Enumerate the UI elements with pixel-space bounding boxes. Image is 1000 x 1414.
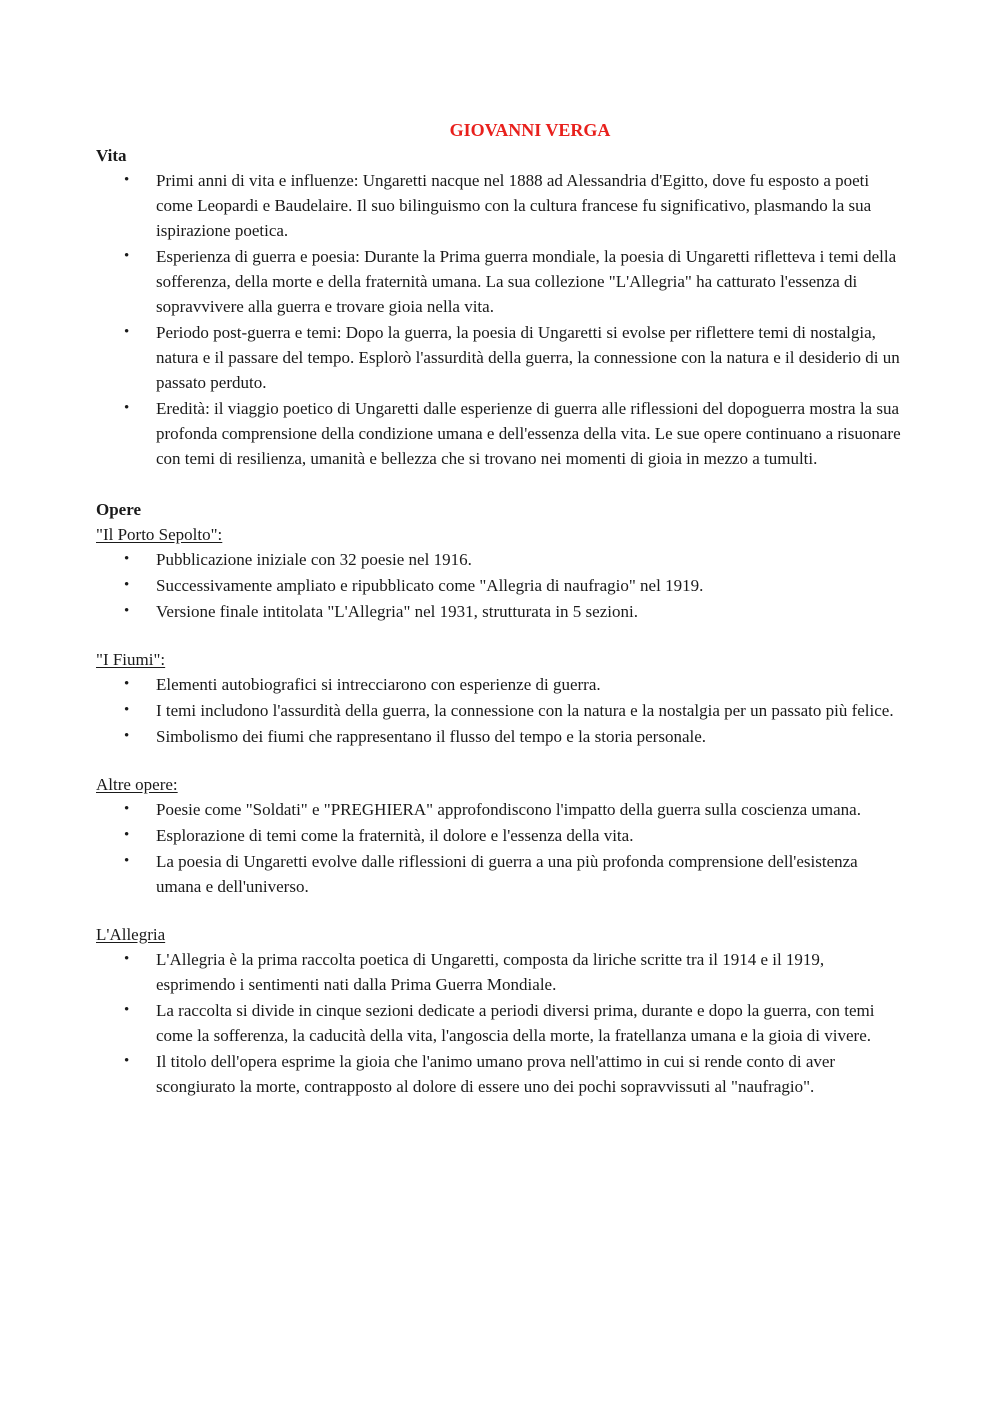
list-item: • Successivamente ampliato e ripubblicato come "Allegria di naufragio" nel 1919. — [96, 573, 902, 598]
subheading-allegria: L'Allegria — [96, 925, 166, 944]
bullet-list-altre-opere — [96, 797, 902, 899]
bullet-icon: • — [124, 400, 130, 416]
bullet-icon: • — [124, 728, 130, 744]
list-item: • Periodo post-guerra e temi: Dopo la guerra, la poesia di Ungaretti si evolse per riflettere temi di nostalgia, natura e il passare del tempo. Esplorò l'assurdità della guerra, la connessione con la natura e il desiderio di un passato perduto. — [96, 320, 902, 395]
section-vita — [96, 143, 902, 471]
subheading-porto-sepolto: "Il Porto Sepolto": — [96, 525, 223, 544]
list-item: • Versione finale intitolata "L'Allegria" nel 1931, strutturata in 5 sezioni. — [96, 599, 902, 624]
bullet-icon: • — [124, 951, 130, 967]
subsection-fiumi — [96, 647, 902, 749]
subsection-altre-opere — [96, 772, 902, 899]
list-item: • Il titolo dell'opera esprime la gioia che l'animo umano prova nell'attimo in cui si rende conto di aver scongiurato la morte, contrapposto al dolore di essere uno dei pochi sopravvissuti al "naufragio". — [96, 1049, 902, 1099]
bullet-icon: • — [124, 801, 130, 817]
document-title: GIOVANNI VERGA — [449, 120, 611, 140]
list-item: • Esplorazione di temi come la fraternità, il dolore e l'essenza della vita. — [96, 823, 902, 848]
subheading-altre-opere: Altre opere: — [96, 775, 178, 794]
bullet-icon: • — [124, 702, 130, 718]
bullet-list-fiumi — [96, 672, 902, 749]
bullet-icon: • — [124, 324, 130, 340]
bullet-icon: • — [124, 827, 130, 843]
list-item: • Eredità: il viaggio poetico di Ungaretti dalle esperienze di guerra alle riflessioni del dopoguerra mostra la sua profonda comprensione della condizione umana e dell'essenza della vita. Le sue opere continuano a risuonare con temi di resilienza, umanità e bellezza che si trovano nei momenti di gioia in mezzo a tumulti. — [96, 396, 902, 471]
bullet-icon: • — [124, 1002, 130, 1018]
list-item: • Primi anni di vita e influenze: Ungaretti nacque nel 1888 ad Alessandria d'Egitto, dove fu esposto a poeti come Leopardi e Baudelaire. Il suo bilinguismo con la cultura francese fu significativo, plasmando la sua ispirazione poetica. — [96, 168, 902, 243]
subsection-porto-sepolto — [96, 522, 902, 624]
bullet-icon: • — [124, 577, 130, 593]
list-item: • Elementi autobiografici si intrecciarono con esperienze di guerra. — [96, 672, 902, 697]
subheading-fiumi: "I Fiumi": — [96, 650, 166, 669]
list-item: • L'Allegria è la prima raccolta poetica di Ungaretti, composta da liriche scritte tra il 1914 e il 1919, esprimendo i sentimenti nati dalla Prima Guerra Mondiale. — [96, 947, 902, 997]
bullet-list-allegria — [96, 947, 902, 1099]
list-item: • I temi includono l'assurdità della guerra, la connessione con la natura e la nostalgia per un passato più felice. — [96, 698, 902, 723]
bullet-icon: • — [124, 1053, 130, 1069]
bullet-icon: • — [124, 248, 130, 264]
list-item: • La poesia di Ungaretti evolve dalle riflessioni di guerra a una più profonda comprensione dell'esistenza umana e dell'universo. — [96, 849, 902, 899]
bullet-icon: • — [124, 853, 130, 869]
document-page — [96, 117, 902, 1100]
list-item: • Pubblicazione iniziale con 32 poesie nel 1916. — [96, 547, 902, 572]
bullet-icon: • — [124, 676, 130, 692]
list-item: • Esperienza di guerra e poesia: Durante la Prima guerra mondiale, la poesia di Ungaretti rifletteva i temi della sofferenza, della morte e della fraternità umana. La sua collezione "L'Allegria" ha catturato l'essenza di sopravvivere alla guerra e trovare gioia nella vita. — [96, 244, 902, 319]
bullet-icon: • — [124, 551, 130, 567]
section-opere — [96, 497, 902, 1099]
bullet-list-porto-sepolto — [96, 547, 902, 624]
list-item: • La raccolta si divide in cinque sezioni dedicate a periodi diversi prima, durante e dopo la guerra, con temi come la sofferenza, la caducità della vita, l'angoscia della morte, la fratellanza umana e la gioia di vivere. — [96, 998, 902, 1048]
bullet-icon: • — [124, 603, 130, 619]
subsection-allegria — [96, 922, 902, 1099]
list-item: • Poesie come "Soldati" e "PREGHIERA" approfondiscono l'impatto della guerra sulla coscienza umana. — [96, 797, 902, 822]
list-item: • Simbolismo dei fiumi che rappresentano il flusso del tempo e la storia personale. — [96, 724, 902, 749]
section-heading-vita: Vita — [96, 146, 127, 165]
bullet-icon: • — [124, 172, 130, 188]
section-heading-opere: Opere — [96, 500, 142, 519]
bullet-list-vita — [96, 168, 902, 471]
